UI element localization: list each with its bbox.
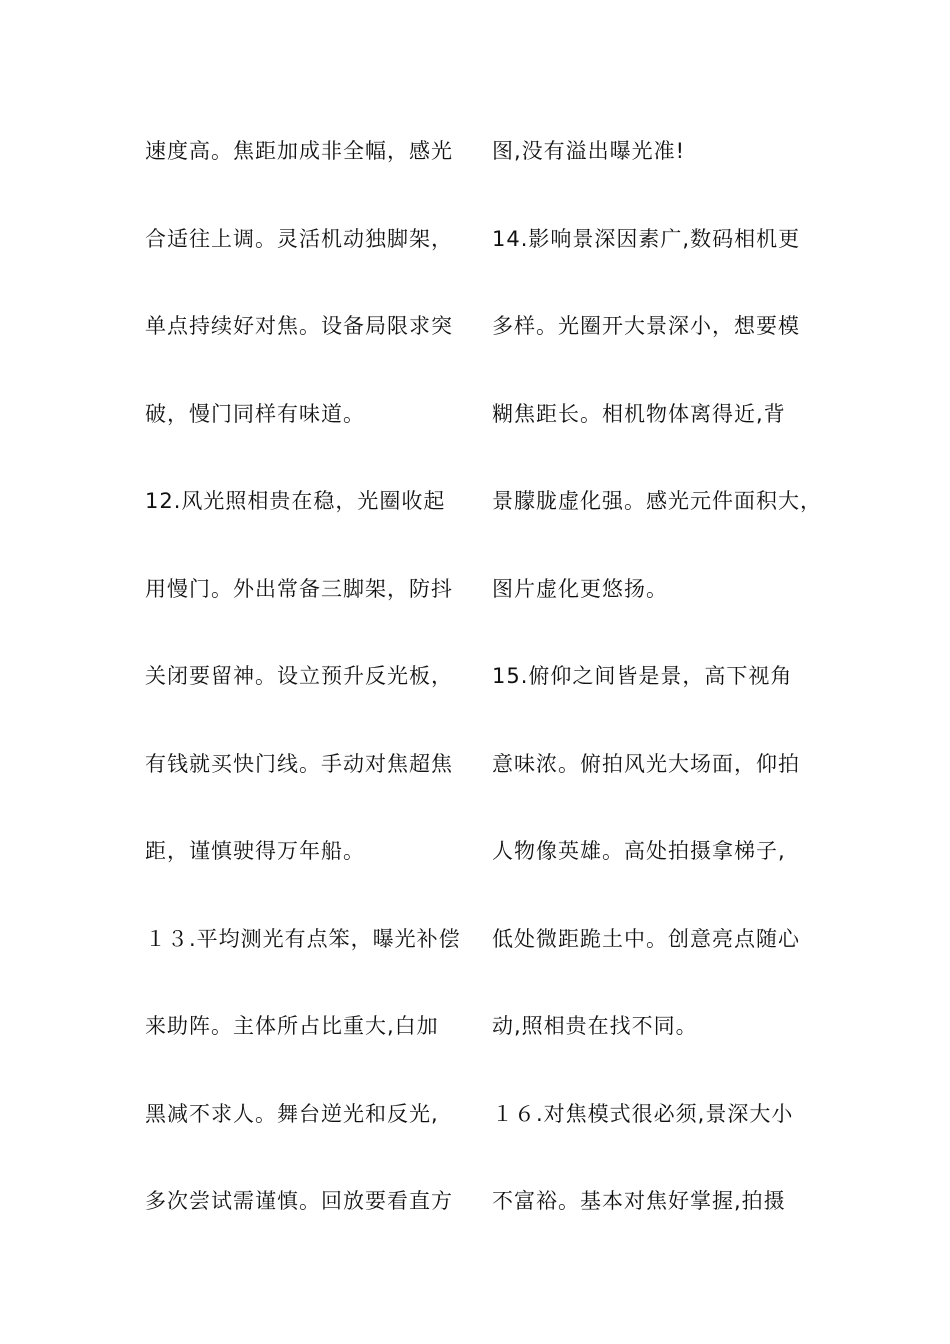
text-line: 破，慢门同样有味道。: [145, 401, 365, 426]
text-line: 12.风光照相贵在稳，光圈收起: [145, 489, 446, 513]
text-line: 速度高。焦距加成非全幅，感光: [145, 139, 453, 163]
text-line: 有钱就买快门线。手动对焦超焦: [145, 751, 453, 776]
text-line: 人物像英雄。高处拍摄拿梯子,: [492, 839, 786, 863]
text-line: 合适往上调。灵活机动独脚架，: [145, 226, 453, 251]
text-line: 黑减不求人。舞台逆光和反光,: [145, 1101, 439, 1126]
text-line: 图片虚化更悠扬。: [492, 576, 668, 601]
text-line: 糊焦距长。相机物体离得近,背: [492, 401, 786, 426]
text-line: 14.影响景深因素广,数码相机更: [492, 226, 801, 251]
text-line: 动,照相贵在找不同。: [492, 1014, 698, 1038]
text-line: １６.对焦模式很必须,景深大小: [492, 1101, 794, 1126]
text-line: 低处微距跪土中。创意亮点随心: [492, 926, 800, 951]
text-line: １３.平均测光有点笨，曝光补偿: [145, 926, 461, 951]
text-line: 景朦胧虚化强。感光元件面积大，: [492, 489, 822, 513]
text-line: 来助阵。主体所占比重大,白加: [145, 1014, 439, 1038]
text-line: 多次尝试需谨慎。回放要看直方: [145, 1189, 453, 1213]
text-line: 多样。光圈开大景深小，想要模: [492, 314, 800, 338]
left-text-column: [145, 136, 485, 1274]
right-text-column: [492, 136, 832, 1274]
text-line: 图,没有溢出曝光准!: [492, 139, 686, 163]
text-line: 用慢门。外出常备三脚架，防抖: [145, 576, 453, 601]
text-line: 15.俯仰之间皆是景，高下视角: [492, 664, 793, 688]
text-line: 单点持续好对焦。设备局限求突: [145, 314, 453, 338]
text-line: 关闭要留神。设立预升反光板，: [145, 664, 453, 688]
text-line: 距，谨慎驶得万年船。: [145, 839, 365, 863]
text-line: 不富裕。基本对焦好掌握,拍摄: [492, 1189, 786, 1213]
text-line: 意味浓。俯拍风光大场面，仰拍: [492, 751, 800, 776]
